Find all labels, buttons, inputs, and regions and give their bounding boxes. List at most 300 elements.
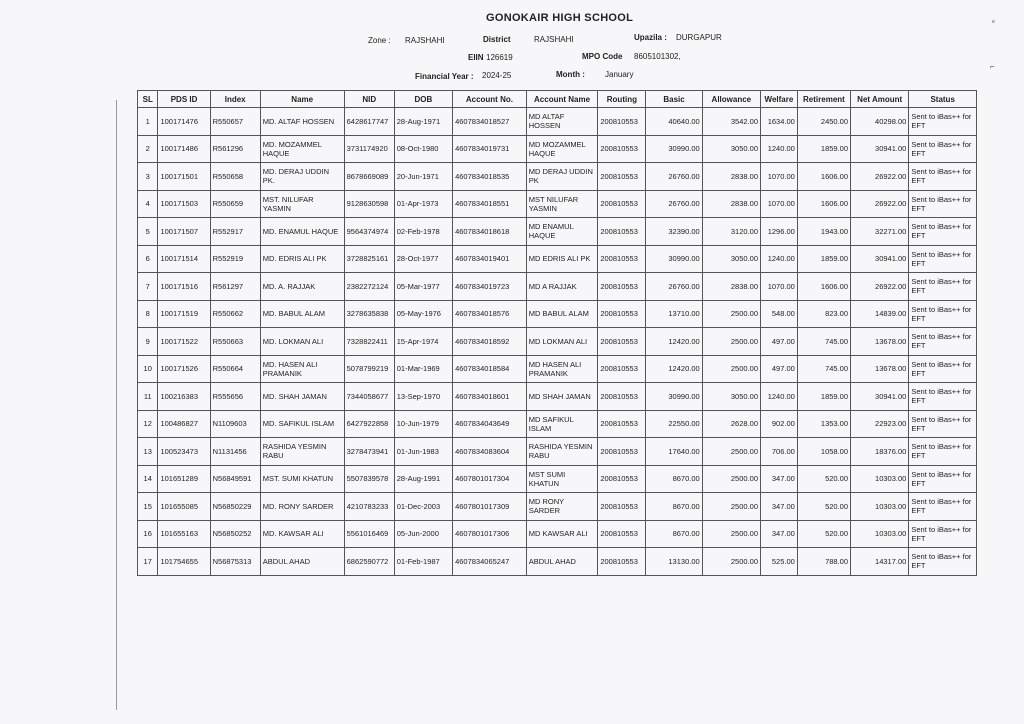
table-cell: MD. LOKMAN ALI [260, 328, 344, 356]
table-cell: 200810553 [598, 355, 646, 383]
table-cell: 4210783233 [344, 493, 394, 521]
table-cell: R561297 [210, 273, 260, 301]
table-cell: 200810553 [598, 383, 646, 411]
table-cell: 1943.00 [797, 218, 850, 246]
table-cell: 1353.00 [797, 410, 850, 438]
table-cell: 1296.00 [761, 218, 798, 246]
table-cell: 13 [138, 438, 158, 466]
table-row [138, 190, 977, 218]
table-cell: 40640.00 [646, 108, 702, 136]
district-label: District [483, 35, 511, 44]
table-cell: Sent to iBas++ for EFT [909, 548, 977, 576]
table-body [138, 108, 977, 576]
table-cell: 6 [138, 245, 158, 273]
table-cell: 30941.00 [851, 383, 909, 411]
table-cell: 200810553 [598, 163, 646, 191]
table-cell: 14 [138, 465, 158, 493]
table-cell: N56850229 [210, 493, 260, 521]
table-cell: MD KAWSAR ALI [526, 520, 598, 548]
table-cell: 1070.00 [761, 273, 798, 301]
table-cell: N1109603 [210, 410, 260, 438]
eiin-value: 126619 [486, 53, 513, 62]
table-cell: Sent to iBas++ for EFT [909, 410, 977, 438]
table-cell: 13-Sep-1970 [394, 383, 452, 411]
table-cell: 4607834083604 [453, 438, 527, 466]
table-row [138, 300, 977, 328]
table-cell: MD. MOZAMMEL HAQUE [260, 135, 344, 163]
table-cell: 4607834065247 [453, 548, 527, 576]
table-cell: 11 [138, 383, 158, 411]
table-cell: 3050.00 [702, 383, 760, 411]
table-cell: 30990.00 [646, 245, 702, 273]
table-cell: 14317.00 [851, 548, 909, 576]
table-cell: 520.00 [797, 465, 850, 493]
table-cell: 02-Feb-1978 [394, 218, 452, 246]
table-cell: MD MOZAMMEL HAQUE [526, 135, 598, 163]
table-cell: 28-Oct-1977 [394, 245, 452, 273]
table-cell: 200810553 [598, 135, 646, 163]
table-cell: R550663 [210, 328, 260, 356]
table-cell: MD. SHAH JAMAN [260, 383, 344, 411]
table-cell: 4607834019723 [453, 273, 527, 301]
column-header: Retirement [797, 91, 850, 108]
table-cell: 01-Mar-1969 [394, 355, 452, 383]
table-cell: 101655163 [158, 520, 210, 548]
table-row [138, 438, 977, 466]
table-cell: 30941.00 [851, 135, 909, 163]
table-cell: 4607834018601 [453, 383, 527, 411]
table-cell: 200810553 [598, 190, 646, 218]
table-cell: 3278635838 [344, 300, 394, 328]
table-cell: 22923.00 [851, 410, 909, 438]
school-title: GONOKAIR HIGH SCHOOL [486, 12, 634, 24]
table-cell: MD RONY SARDER [526, 493, 598, 521]
table-cell: 4607801017306 [453, 520, 527, 548]
table-cell: 6427922858 [344, 410, 394, 438]
table-cell: 200810553 [598, 245, 646, 273]
table-cell: 1 [138, 108, 158, 136]
table-cell: MD. RONY SARDER [260, 493, 344, 521]
table-cell: 9564374974 [344, 218, 394, 246]
table-cell: 10 [138, 355, 158, 383]
table-cell: 30990.00 [646, 383, 702, 411]
table-cell: 26760.00 [646, 273, 702, 301]
table-cell: 2500.00 [702, 493, 760, 521]
table-cell: 01-Jun-1983 [394, 438, 452, 466]
table-cell: 18376.00 [851, 438, 909, 466]
table-cell: 01-Dec-2003 [394, 493, 452, 521]
table-cell: 13678.00 [851, 355, 909, 383]
table-cell: 9128630598 [344, 190, 394, 218]
table-cell: N56875313 [210, 548, 260, 576]
table-cell: MST NILUFAR YASMIN [526, 190, 598, 218]
table-row [138, 493, 977, 521]
table-cell: 100171501 [158, 163, 210, 191]
table-cell: MD A RAJJAK [526, 273, 598, 301]
table-cell: 2500.00 [702, 548, 760, 576]
table-cell: 100171514 [158, 245, 210, 273]
table-cell: 200810553 [598, 218, 646, 246]
table-cell: 1606.00 [797, 273, 850, 301]
table-cell: 5561016469 [344, 520, 394, 548]
table-cell: 13130.00 [646, 548, 702, 576]
table-cell: 2838.00 [702, 190, 760, 218]
table-cell: 6862590772 [344, 548, 394, 576]
table-cell: 745.00 [797, 355, 850, 383]
month-label: Month : [556, 70, 585, 79]
table-cell: 01-Apr-1973 [394, 190, 452, 218]
table-cell: 30941.00 [851, 245, 909, 273]
table-cell: 4607834019731 [453, 135, 527, 163]
table-cell: 1634.00 [761, 108, 798, 136]
table-cell: 12 [138, 410, 158, 438]
table-cell: 497.00 [761, 328, 798, 356]
column-header: DOB [394, 91, 452, 108]
table-cell: 100216383 [158, 383, 210, 411]
district-value: RAJSHAHI [534, 35, 574, 44]
table-cell: 4607834018618 [453, 218, 527, 246]
table-cell: Sent to iBas++ for EFT [909, 163, 977, 191]
table-row [138, 465, 977, 493]
column-header: Account No. [453, 91, 527, 108]
table-row [138, 245, 977, 273]
table-cell: 2500.00 [702, 465, 760, 493]
salary-table [137, 90, 977, 576]
table-row [138, 163, 977, 191]
table-cell: 4 [138, 190, 158, 218]
table-cell: 2628.00 [702, 410, 760, 438]
table-cell: 4607801017304 [453, 465, 527, 493]
table-cell: 1859.00 [797, 245, 850, 273]
table-cell: 4607834018592 [453, 328, 527, 356]
table-cell: 100171503 [158, 190, 210, 218]
table-cell: 5078799219 [344, 355, 394, 383]
table-cell: Sent to iBas++ for EFT [909, 245, 977, 273]
table-header-row [138, 91, 977, 108]
table-cell: 2500.00 [702, 300, 760, 328]
table-cell: 05-Jun-2000 [394, 520, 452, 548]
table-cell: 3120.00 [702, 218, 760, 246]
corner-mark: ⌐ [990, 62, 995, 71]
table-cell: 8 [138, 300, 158, 328]
table-cell: 4607834018584 [453, 355, 527, 383]
table-cell: 22550.00 [646, 410, 702, 438]
table-cell: 26922.00 [851, 163, 909, 191]
table-cell: 17640.00 [646, 438, 702, 466]
table-cell: 101651289 [158, 465, 210, 493]
table-cell: 1058.00 [797, 438, 850, 466]
table-cell: MD. EDRIS ALI PK [260, 245, 344, 273]
column-header: Basic [646, 91, 702, 108]
table-cell: 520.00 [797, 493, 850, 521]
table-row [138, 273, 977, 301]
table-cell: 5 [138, 218, 158, 246]
table-cell: 1606.00 [797, 190, 850, 218]
binder-line [116, 100, 117, 710]
table-cell: 2838.00 [702, 273, 760, 301]
table-cell: Sent to iBas++ for EFT [909, 355, 977, 383]
table-cell: 3278473941 [344, 438, 394, 466]
table-cell: MD. A. RAJJAK [260, 273, 344, 301]
table-cell: 520.00 [797, 520, 850, 548]
table-cell: 745.00 [797, 328, 850, 356]
table-cell: 5507839578 [344, 465, 394, 493]
table-cell: MD HASEN ALI PRAMANIK [526, 355, 598, 383]
table-cell: R555656 [210, 383, 260, 411]
table-cell: 1240.00 [761, 383, 798, 411]
table-cell: 12420.00 [646, 355, 702, 383]
table-cell: R561296 [210, 135, 260, 163]
table-cell: 2 [138, 135, 158, 163]
table-cell: 32271.00 [851, 218, 909, 246]
table-cell: 788.00 [797, 548, 850, 576]
table-cell: 497.00 [761, 355, 798, 383]
table-cell: 30990.00 [646, 135, 702, 163]
table-cell: N56850252 [210, 520, 260, 548]
table-cell: 10303.00 [851, 520, 909, 548]
column-header: Routing [598, 91, 646, 108]
table-cell: MD BABUL ALAM [526, 300, 598, 328]
table-row [138, 410, 977, 438]
table-cell: R550658 [210, 163, 260, 191]
table-cell: MD. SAFIKUL ISLAM [260, 410, 344, 438]
table-cell: Sent to iBas++ for EFT [909, 383, 977, 411]
table-row [138, 548, 977, 576]
table-cell: MD EDRIS ALI PK [526, 245, 598, 273]
table-cell: 200810553 [598, 300, 646, 328]
table-cell: 3050.00 [702, 135, 760, 163]
table-cell: Sent to iBas++ for EFT [909, 300, 977, 328]
table-cell: 28-Aug-1971 [394, 108, 452, 136]
table-cell: 13678.00 [851, 328, 909, 356]
table-cell: 2450.00 [797, 108, 850, 136]
table-cell: 200810553 [598, 273, 646, 301]
table-cell: 1859.00 [797, 135, 850, 163]
table-cell: 17 [138, 548, 158, 576]
table-cell: 28-Aug-1991 [394, 465, 452, 493]
table-cell: 200810553 [598, 410, 646, 438]
table-cell: 347.00 [761, 520, 798, 548]
table-cell: 7328822411 [344, 328, 394, 356]
table-cell: 4607834018527 [453, 108, 527, 136]
table-cell: 05-May-1976 [394, 300, 452, 328]
table-cell: 101655085 [158, 493, 210, 521]
table-cell: 26922.00 [851, 273, 909, 301]
mpo-label: MPO Code [582, 52, 623, 61]
table-cell: 3728825161 [344, 245, 394, 273]
column-header: Index [210, 91, 260, 108]
table-cell: 347.00 [761, 465, 798, 493]
column-header: Allowance [702, 91, 760, 108]
table-cell: 2500.00 [702, 328, 760, 356]
table-cell: Sent to iBas++ for EFT [909, 218, 977, 246]
table-cell: 2382272124 [344, 273, 394, 301]
table-cell: 200810553 [598, 465, 646, 493]
table-cell: N56849591 [210, 465, 260, 493]
table-cell: MD. ALTAF HOSSEN [260, 108, 344, 136]
table-cell: 8678669089 [344, 163, 394, 191]
table-cell: MST SUMI KHATUN [526, 465, 598, 493]
table-cell: 4607801017309 [453, 493, 527, 521]
table-cell: MD. KAWSAR ALI [260, 520, 344, 548]
table-cell: 100171516 [158, 273, 210, 301]
table-cell: 2838.00 [702, 163, 760, 191]
table-cell: R552917 [210, 218, 260, 246]
table-cell: 4607834018535 [453, 163, 527, 191]
table-cell: 4607834019401 [453, 245, 527, 273]
zone-label: Zone : [368, 36, 391, 45]
table-cell: 7 [138, 273, 158, 301]
table-row [138, 108, 977, 136]
table-cell: MD. ENAMUL HAQUE [260, 218, 344, 246]
table-cell: 100171486 [158, 135, 210, 163]
table-cell: 9 [138, 328, 158, 356]
table-cell: Sent to iBas++ for EFT [909, 273, 977, 301]
column-header: PDS ID [158, 91, 210, 108]
table-cell: 14839.00 [851, 300, 909, 328]
table-cell: 16 [138, 520, 158, 548]
table-cell: 26760.00 [646, 190, 702, 218]
table-cell: 200810553 [598, 548, 646, 576]
table-cell: MD. BABUL ALAM [260, 300, 344, 328]
table-cell: 26760.00 [646, 163, 702, 191]
table-cell: 1070.00 [761, 163, 798, 191]
month-value: January [605, 70, 634, 79]
column-header: Net Amount [851, 91, 909, 108]
table-cell: MD SHAH JAMAN [526, 383, 598, 411]
table-cell: 100171476 [158, 108, 210, 136]
table-cell: 100171507 [158, 218, 210, 246]
table-cell: 05-Mar-1977 [394, 273, 452, 301]
table-cell: Sent to iBas++ for EFT [909, 438, 977, 466]
table-cell: RASHIDA YESMIN RABU [526, 438, 598, 466]
table-cell: 15 [138, 493, 158, 521]
table-cell: 548.00 [761, 300, 798, 328]
table-cell: 40298.00 [851, 108, 909, 136]
table-cell: Sent to iBas++ for EFT [909, 108, 977, 136]
table-cell: 01-Feb-1987 [394, 548, 452, 576]
table-row [138, 218, 977, 246]
table-cell: R550657 [210, 108, 260, 136]
table-cell: 1606.00 [797, 163, 850, 191]
eiin-label: EIIN [468, 53, 484, 62]
table-cell: 706.00 [761, 438, 798, 466]
table-cell: Sent to iBas++ for EFT [909, 520, 977, 548]
table-cell: 1240.00 [761, 245, 798, 273]
table-cell: 100171522 [158, 328, 210, 356]
table-cell: 10303.00 [851, 493, 909, 521]
table-cell: 100171519 [158, 300, 210, 328]
table-cell: 2500.00 [702, 438, 760, 466]
table-cell: ABDUL AHAD [260, 548, 344, 576]
table-cell: MD SAFIKUL ISLAM [526, 410, 598, 438]
table-cell: 347.00 [761, 493, 798, 521]
table-cell: 08-Oct-1980 [394, 135, 452, 163]
table-row [138, 328, 977, 356]
table-cell: N1131456 [210, 438, 260, 466]
table-cell: 10303.00 [851, 465, 909, 493]
table-cell: 13710.00 [646, 300, 702, 328]
table-cell: MST. NILUFAR YASMIN [260, 190, 344, 218]
table-cell: MD. DERAJ UDDIN PK. [260, 163, 344, 191]
table-cell: MST. SUMI KHATUN [260, 465, 344, 493]
table-cell: 100171526 [158, 355, 210, 383]
table-cell: 200810553 [598, 438, 646, 466]
table-cell: MD LOKMAN ALI [526, 328, 598, 356]
table-cell: Sent to iBas++ for EFT [909, 465, 977, 493]
table-cell: 7344058677 [344, 383, 394, 411]
table-row [138, 383, 977, 411]
table-cell: 2500.00 [702, 355, 760, 383]
mpo-value: 8605101302, [634, 52, 681, 61]
table-cell: RASHIDA YESMIN RABU [260, 438, 344, 466]
table-cell: 10-Jun-1979 [394, 410, 452, 438]
table-cell: MD ALTAF HOSSEN [526, 108, 598, 136]
table-cell: 200810553 [598, 493, 646, 521]
table-cell: 4607834018551 [453, 190, 527, 218]
table-cell: 525.00 [761, 548, 798, 576]
table-cell: 101754655 [158, 548, 210, 576]
table-cell: MD DERAJ UDDIN PK [526, 163, 598, 191]
table-cell: 200810553 [598, 520, 646, 548]
column-header: Welfare [761, 91, 798, 108]
table-row [138, 135, 977, 163]
table-cell: 200810553 [598, 328, 646, 356]
table-cell: 20-Jun-1971 [394, 163, 452, 191]
table-cell: 1240.00 [761, 135, 798, 163]
table-cell: 32390.00 [646, 218, 702, 246]
table-cell: 12420.00 [646, 328, 702, 356]
upazila-label: Upazila : [634, 33, 667, 42]
column-header: Name [260, 91, 344, 108]
financial-year-value: 2024-25 [482, 71, 512, 80]
table-cell: 3731174920 [344, 135, 394, 163]
table-cell: 26922.00 [851, 190, 909, 218]
table-cell: 3050.00 [702, 245, 760, 273]
table-cell: 8670.00 [646, 520, 702, 548]
table-cell: 6428617747 [344, 108, 394, 136]
table-cell: Sent to iBas++ for EFT [909, 190, 977, 218]
table-cell: R550662 [210, 300, 260, 328]
corner-mark: ᵉ [992, 18, 995, 27]
table-cell: Sent to iBas++ for EFT [909, 135, 977, 163]
table-cell: MD. HASEN ALI PRAMANIK [260, 355, 344, 383]
table-row [138, 355, 977, 383]
table-row [138, 520, 977, 548]
table-cell: 100486827 [158, 410, 210, 438]
table-cell: ABDUL AHAD [526, 548, 598, 576]
table-cell: 902.00 [761, 410, 798, 438]
column-header: Status [909, 91, 977, 108]
table-cell: 4607834018576 [453, 300, 527, 328]
table-cell: 8670.00 [646, 465, 702, 493]
table-cell: 3 [138, 163, 158, 191]
financial-year-label: Financial Year : [415, 72, 474, 81]
table-cell: 2500.00 [702, 520, 760, 548]
table-cell: 4607834043649 [453, 410, 527, 438]
table-cell: Sent to iBas++ for EFT [909, 493, 977, 521]
table-cell: 200810553 [598, 108, 646, 136]
table-cell: 3542.00 [702, 108, 760, 136]
column-header: NID [344, 91, 394, 108]
zone-value: RAJSHAHI [405, 36, 445, 45]
table-cell: MD ENAMUL HAQUE [526, 218, 598, 246]
column-header: Account Name [526, 91, 598, 108]
table-cell: 100523473 [158, 438, 210, 466]
table-cell: 15-Apr-1974 [394, 328, 452, 356]
table-cell: 823.00 [797, 300, 850, 328]
column-header: SL [138, 91, 158, 108]
